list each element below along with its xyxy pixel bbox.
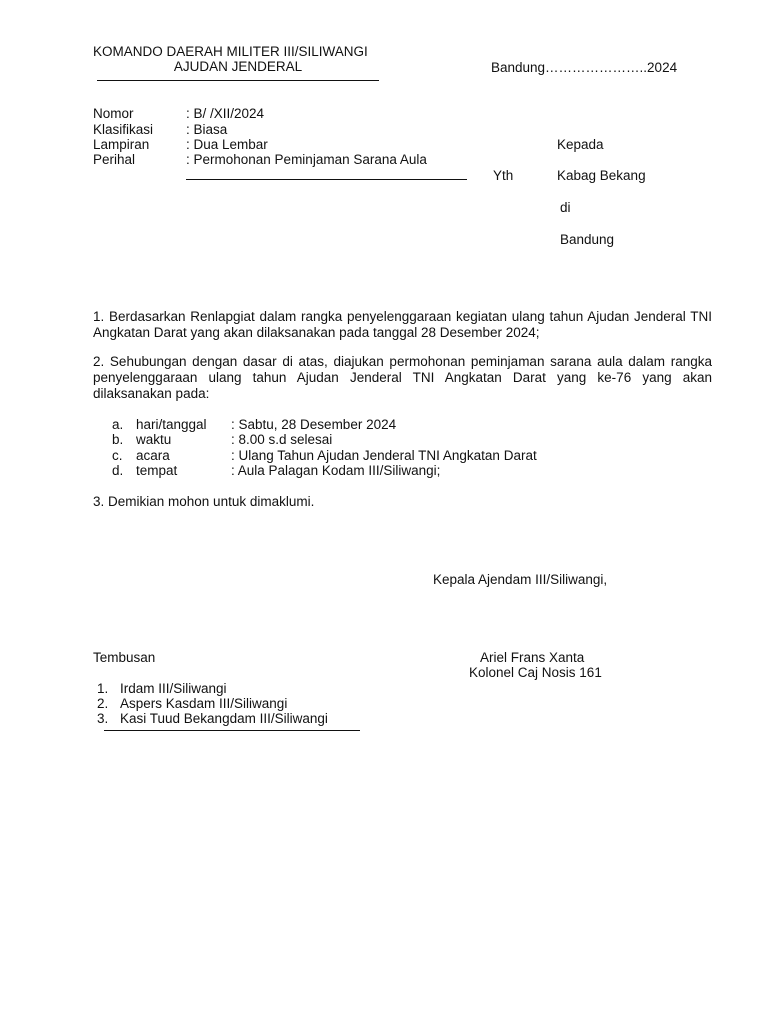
signature-position: Kepala Ajendam III/Siliwangi, [433,572,608,587]
recipient-kepada: Kepada [557,137,604,152]
detail-key: tempat [136,463,178,478]
recipient-yth: Yth [493,168,514,183]
meta-label-perihal: Perihal [93,152,136,167]
tembusan-title: Tembusan [93,650,156,665]
paragraph-2: 2. Sehubungan dengan dasar di atas, diajukan permohonan peminjaman sarana aula dalam rangka penyelenggaraan ulang tahun Ajudan Jenderal TNI Angkatan Darat yang ke-76 yang akan dilaksanakan pada: [93,354,712,401]
org-name: KOMANDO DAERAH MILITER III/SILIWANGI [93,44,368,59]
tembusan-underline [104,730,360,731]
tembusan-text: Aspers Kasdam III/Siliwangi [120,696,288,711]
detail-value: : Ulang Tahun Ajudan Jenderal TNI Angkatan Darat [231,448,537,463]
meta-value-nomor: : B/ /XII/2024 [186,106,265,121]
detail-key: acara [136,448,170,463]
meta-value-lampiran: : Dua Lembar [186,137,268,152]
meta-label-nomor: Nomor [93,106,134,121]
org-unit: AJUDAN JENDERAL [173,59,303,74]
place-date: Bandung…………………..2024 [491,60,678,75]
tembusan-number: 2. [97,696,109,711]
recipient-di: di [560,200,571,215]
letterhead-underline [97,80,379,81]
signature-rank: Kolonel Caj Nosis 161 [469,665,602,680]
meta-label-lampiran: Lampiran [93,137,150,152]
perihal-underline [186,179,467,180]
signature-name: Ariel Frans Xanta [480,650,585,665]
detail-key: waktu [136,432,172,447]
detail-letter: d. [112,463,124,478]
detail-value: : Aula Palagan Kodam III/Siliwangi; [231,463,441,478]
paragraph-1: 1. Berdasarkan Renlapgiat dalam rangka penyelenggaraan kegiatan ulang tahun Ajudan Jenderal TNI Angkatan Darat yang akan dilaksanakan pada tanggal 28 Desember 2024; [93,309,712,340]
tembusan-number: 1. [97,681,109,696]
paragraph-3: 3. Demikian mohon untuk dimaklumi. [93,494,315,509]
meta-value-perihal: : Permohonan Peminjaman Sarana Aula [186,152,427,167]
tembusan-text: Irdam III/Siliwangi [120,681,227,696]
meta-value-klasifikasi: : Biasa [186,122,228,137]
detail-letter: c. [112,448,123,463]
tembusan-text: Kasi Tuud Bekangdam III/Siliwangi [120,711,328,726]
detail-letter: a. [112,417,124,432]
tembusan-number: 3. [97,711,109,726]
recipient-name: Kabag Bekang [557,168,646,183]
detail-letter: b. [112,432,124,447]
detail-value: : Sabtu, 28 Desember 2024 [231,417,397,432]
detail-value: : 8.00 s.d selesai [231,432,333,447]
recipient-city: Bandung [560,232,615,247]
meta-label-klasifikasi: Klasifikasi [93,122,154,137]
detail-key: hari/tanggal [136,417,207,432]
